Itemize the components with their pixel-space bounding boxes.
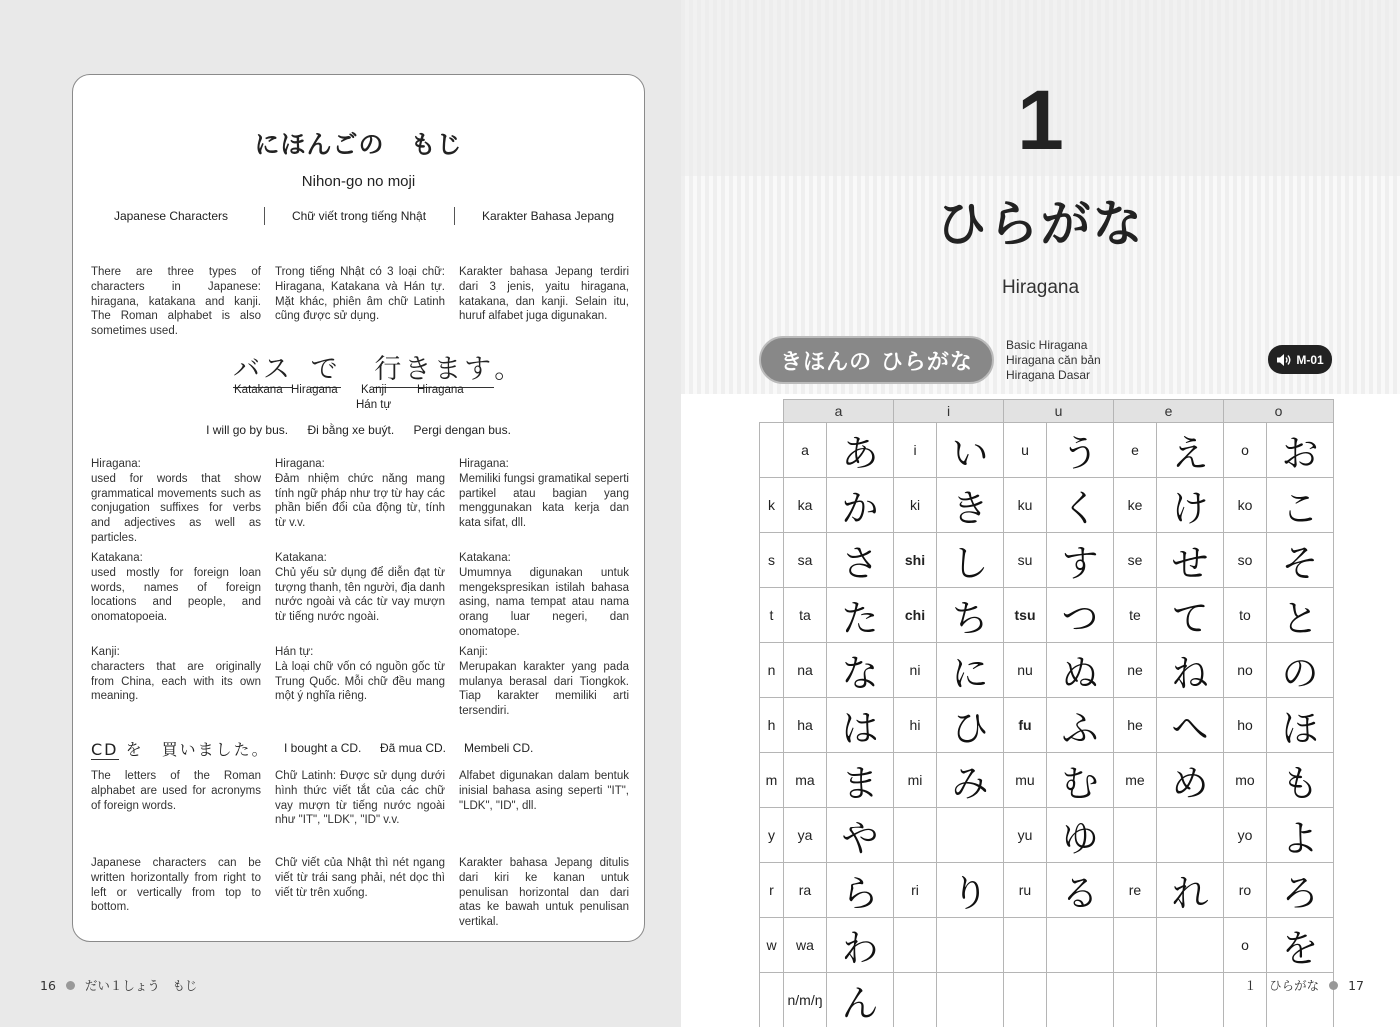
label-kanji: Kanji <box>361 384 387 396</box>
desc-body: Merupakan karakter yang pada mulanya berasal dari Tiongkok. Tiap karakter memiliki arti tersendiri. <box>459 660 629 718</box>
romaji-cell: o <box>1224 423 1267 478</box>
desc-head: Katakana: <box>275 552 327 564</box>
kana-cell: わ <box>827 918 894 973</box>
table-row <box>760 918 1334 973</box>
consonant-label: r <box>760 863 784 918</box>
romaji-cell <box>894 973 937 1027</box>
romaji-cell: ne <box>1114 643 1157 698</box>
romaji-cell: ha <box>784 698 827 753</box>
kana-cell: く <box>1047 478 1114 533</box>
desc-head: Kanji: <box>91 646 120 658</box>
vowel-header-i: i <box>894 400 1004 423</box>
table-row <box>760 753 1334 808</box>
hiragana-table <box>759 399 1334 1027</box>
divider <box>264 207 265 225</box>
romaji-cell: tsu <box>1004 588 1047 643</box>
kana-cell: い <box>937 423 1004 478</box>
cd-example-roman: CD <box>91 740 119 759</box>
kana-cell <box>937 918 1004 973</box>
kana-cell: む <box>1047 753 1114 808</box>
consonant-label <box>760 423 784 478</box>
vowel-header-u: u <box>1004 400 1114 423</box>
example-hiragana-ending: きます <box>404 347 494 388</box>
kana-cell: た <box>827 588 894 643</box>
cd-translation-english: I bought a CD. <box>284 741 362 755</box>
kana-cell: え <box>1157 423 1224 478</box>
desc-katakana-vi <box>275 551 445 625</box>
romaji-cell: su <box>1004 533 1047 588</box>
romaji-cell: u <box>1004 423 1047 478</box>
desc-head: Katakana: <box>91 552 143 564</box>
direction-note-vi: Chữ viết của Nhật thì nét ngang viết từ trái sang phải, nét dọc thì viết từ trên xuống. <box>275 857 445 899</box>
intro-indonesian: Karakter bahasa Jepang terdiri dari 3 jenis, yaitu hiragana, katakana, dan kanji. Selain itu, huruf alfabet juga digunakan. <box>459 266 629 323</box>
romaji-cell: n/m/ŋ <box>784 973 827 1027</box>
romaji-cell: ke <box>1114 478 1157 533</box>
kana-cell: と <box>1267 588 1334 643</box>
desc-head: Hiragana: <box>459 458 509 470</box>
example-translations <box>73 423 644 437</box>
label-katakana: Katakana <box>234 384 283 396</box>
table-row <box>760 863 1334 918</box>
roman-note-vi: Chữ Latinh: Được sử dụng dưới hình thức viết tắt của các chữ vay mượn từ tiếng nước ngoài như "IT", "LDK", "ID" v.v. <box>275 770 445 827</box>
intro-card <box>72 74 645 942</box>
kana-cell: る <box>1047 863 1114 918</box>
subhead-vietnamese: Chữ viết trong tiếng Nhật <box>291 209 427 223</box>
consonant-label: y <box>760 808 784 863</box>
desc-body: Chủ yếu sử dụng để diễn đạt từ tượng thanh, tên người, địa danh nước ngoài và các từ vay mượn từ tiếng nước ngoài. <box>275 566 445 624</box>
romaji-cell: mu <box>1004 753 1047 808</box>
consonant-label: n <box>760 643 784 698</box>
consonant-label: s <box>760 533 784 588</box>
kana-cell: ろ <box>1267 863 1334 918</box>
kana-cell <box>1157 973 1224 1027</box>
desc-body: Umumnya digunakan untuk mengekspresikan istilah bahasa asing, nama tempat atau nama orang luar negeri, dan onomatope. <box>459 566 629 638</box>
romaji-cell: ta <box>784 588 827 643</box>
romaji-cell: ho <box>1224 698 1267 753</box>
kana-cell <box>1047 973 1114 1027</box>
kana-cell: ぬ <box>1047 643 1114 698</box>
table-row <box>760 478 1334 533</box>
desc-body: Đảm nhiệm chức năng mang tính ngữ pháp như trợ từ hay các phần biến đổi của động từ, tính từ v.v. <box>275 472 446 530</box>
kana-cell: に <box>937 643 1004 698</box>
consonant-label: m <box>760 753 784 808</box>
chapter-title: ひらがな <box>936 195 1145 253</box>
romaji-cell <box>1004 918 1047 973</box>
kana-cell: す <box>1047 533 1114 588</box>
kana-cell: つ <box>1047 588 1114 643</box>
chapter-romaji: Hiragana <box>1001 277 1080 298</box>
label-hiragana: Hiragana <box>291 384 338 396</box>
desc-kanji-id <box>459 645 629 719</box>
kana-cell: こ <box>1267 478 1334 533</box>
romaji-cell: ma <box>784 753 827 808</box>
table-row <box>760 643 1334 698</box>
footer-chapter-left: だい１しょう もじ <box>84 978 198 993</box>
desc-kanji-vi <box>275 645 445 704</box>
kana-cell: う <box>1047 423 1114 478</box>
kana-cell: お <box>1267 423 1334 478</box>
consonant-label: h <box>760 698 784 753</box>
page-title: にほんごの もじ <box>254 130 463 159</box>
romaji-cell <box>1114 973 1157 1027</box>
kana-cell: ね <box>1157 643 1224 698</box>
romaji-cell: o <box>1224 918 1267 973</box>
intro-english: There are three types of characters in Japanese: hiragana, katakana and kanji. The Roman alphabet is also sometimes used. <box>91 266 261 338</box>
romaji-cell: hi <box>894 698 937 753</box>
section-sub-vietnamese: Hiragana căn bản <box>1006 353 1101 367</box>
romaji-cell: te <box>1114 588 1157 643</box>
romaji-cell: na <box>784 643 827 698</box>
kana-cell: せ <box>1157 533 1224 588</box>
cd-example-rest: を 買いました。 <box>125 740 270 759</box>
label-hiragana-2: Hiragana <box>417 384 464 396</box>
romaji-cell: no <box>1224 643 1267 698</box>
kana-cell: め <box>1157 753 1224 808</box>
footer-left <box>40 976 197 994</box>
romaji-cell: ro <box>1224 863 1267 918</box>
table-row <box>760 533 1334 588</box>
audio-track-button[interactable] <box>1268 345 1332 374</box>
kana-cell: か <box>827 478 894 533</box>
kana-cell: り <box>937 863 1004 918</box>
kana-cell: も <box>1267 753 1334 808</box>
romaji-cell: ya <box>784 808 827 863</box>
romaji-cell: ki <box>894 478 937 533</box>
example-period: 。 <box>494 354 525 385</box>
kana-cell: そ <box>1267 533 1334 588</box>
bullet-dot-icon <box>66 981 75 990</box>
romaji-cell: he <box>1114 698 1157 753</box>
desc-kanji-en <box>91 645 261 704</box>
desc-body: used mostly for foreign loan words, names of foreign locations and people, and onomatopoeia. <box>91 566 261 624</box>
kana-cell: さ <box>827 533 894 588</box>
bullet-dot-icon <box>1329 981 1338 990</box>
romaji-cell <box>894 808 937 863</box>
table-row <box>760 808 1334 863</box>
example-katakana: バス <box>233 347 293 388</box>
kana-cell: て <box>1157 588 1224 643</box>
consonant-label: k <box>760 478 784 533</box>
audio-track-label: M-01 <box>1296 352 1324 367</box>
romaji-cell: se <box>1114 533 1157 588</box>
romaji-cell: yo <box>1224 808 1267 863</box>
roman-note-id: Alfabet digunakan dalam bentuk inisial bahasa asing seperti "IT", "LDK", "ID", dll. <box>459 770 629 812</box>
kana-cell: ほ <box>1267 698 1334 753</box>
page-number-right: 17 <box>1348 977 1364 993</box>
table-corner <box>760 400 784 423</box>
page-number-left: 16 <box>40 977 56 993</box>
translation-vietnamese: Đi bằng xe buýt. <box>307 423 395 437</box>
table-row <box>760 698 1334 753</box>
cd-translation-vietnamese: Đã mua CD. <box>380 741 447 755</box>
romaji-cell <box>1114 808 1157 863</box>
footer-chapter-right: １ ひらがな <box>1244 978 1320 993</box>
romaji-cell: nu <box>1004 643 1047 698</box>
romaji-cell: a <box>784 423 827 478</box>
romaji-cell: i <box>894 423 937 478</box>
kana-cell: ん <box>827 973 894 1027</box>
direction-note-id: Karakter bahasa Jepang ditulis dari kiri ke kanan untuk penulisan horizontal dan dari atas ke bawah untuk penulisan vertikal. <box>459 857 629 929</box>
translation-indonesian: Pergi dengan bus. <box>413 423 511 437</box>
cd-example-sentence <box>91 737 270 760</box>
romaji-cell: ka <box>784 478 827 533</box>
romaji-cell: mo <box>1224 753 1267 808</box>
desc-head: Katakana: <box>459 552 511 564</box>
kana-cell: ゆ <box>1047 808 1114 863</box>
section-subtitle <box>1006 338 1101 383</box>
romaji-cell <box>1114 918 1157 973</box>
desc-hiragana-vi <box>275 457 445 531</box>
desc-body: Là loại chữ vốn có nguồn gốc từ Trung Quốc. Mỗi chữ đều mang một ý nghĩa riêng. <box>275 660 445 703</box>
kana-cell: ひ <box>937 698 1004 753</box>
kana-cell: ら <box>827 863 894 918</box>
desc-body: characters that are originally from China, each with its own meaning. <box>91 660 261 703</box>
romaji-cell: wa <box>784 918 827 973</box>
kana-cell <box>1157 808 1224 863</box>
romaji-cell: chi <box>894 588 937 643</box>
direction-note-en: Japanese characters can be written horizontally from right to left or vertically from top to bottom. <box>91 857 261 914</box>
kana-cell: あ <box>827 423 894 478</box>
example-kanji: 行 <box>374 347 404 388</box>
romaji-cell: so <box>1224 533 1267 588</box>
romaji-cell: ku <box>1004 478 1047 533</box>
consonant-label <box>760 973 784 1027</box>
romaji-cell: ri <box>894 863 937 918</box>
desc-head: Hiragana: <box>275 458 325 470</box>
romaji-cell: ru <box>1004 863 1047 918</box>
subhead-english: Japanese Characters <box>113 209 229 223</box>
desc-hiragana-id <box>459 457 629 531</box>
table-row <box>760 588 1334 643</box>
roman-note-en: The letters of the Roman alphabet are used for acronyms of foreign words. <box>91 770 261 812</box>
kana-cell: を <box>1267 918 1334 973</box>
romaji-cell: re <box>1114 863 1157 918</box>
kana-cell: ち <box>937 588 1004 643</box>
romaji-cell: ko <box>1224 478 1267 533</box>
romaji-cell: shi <box>894 533 937 588</box>
table-row <box>760 423 1334 478</box>
kana-cell: き <box>937 478 1004 533</box>
kana-cell: は <box>827 698 894 753</box>
romaji-cell: ni <box>894 643 937 698</box>
kana-cell <box>1047 918 1114 973</box>
section-sub-english: Basic Hiragana <box>1006 338 1088 352</box>
kana-cell: み <box>937 753 1004 808</box>
kana-cell: の <box>1267 643 1334 698</box>
kana-cell: れ <box>1157 863 1224 918</box>
page-title-romaji: Nihon-go no moji <box>301 173 416 190</box>
kana-cell: ま <box>827 753 894 808</box>
desc-katakana-en <box>91 551 261 625</box>
kana-cell: よ <box>1267 808 1334 863</box>
kana-cell: し <box>937 533 1004 588</box>
footer-right <box>1244 976 1364 994</box>
romaji-cell: to <box>1224 588 1267 643</box>
romaji-cell: ra <box>784 863 827 918</box>
kana-cell: け <box>1157 478 1224 533</box>
desc-katakana-id <box>459 551 629 640</box>
romaji-cell: e <box>1114 423 1157 478</box>
kana-cell: ふ <box>1047 698 1114 753</box>
romaji-cell: fu <box>1004 698 1047 753</box>
romaji-cell: yu <box>1004 808 1047 863</box>
desc-body: used for words that show grammatical movements such as conjugation suffixes for verbs and adjectives as well as particles. <box>91 472 261 544</box>
desc-head: Hán tự: <box>275 646 314 658</box>
romaji-cell: sa <box>784 533 827 588</box>
subhead-indonesian: Karakter Bahasa Jepang <box>481 209 615 223</box>
romaji-cell: mi <box>894 753 937 808</box>
example-hiragana-particle: で <box>311 347 341 388</box>
chapter-number: 1 <box>1017 73 1064 167</box>
translation-english: I will go by bus. <box>206 423 289 437</box>
consonant-label: w <box>760 918 784 973</box>
label-han-tu: Hán tự <box>356 399 392 411</box>
vowel-header-e: e <box>1114 400 1224 423</box>
cd-translation-indonesian: Membeli CD. <box>464 741 534 755</box>
kana-cell: な <box>827 643 894 698</box>
speaker-icon <box>1276 353 1292 367</box>
kana-cell <box>937 808 1004 863</box>
kana-cell <box>937 973 1004 1027</box>
left-page <box>0 0 681 1027</box>
desc-head: Kanji: <box>459 646 488 658</box>
section-sub-indonesian: Hiragana Dasar <box>1006 368 1091 382</box>
intro-vietnamese: Trong tiếng Nhật có 3 loại chữ: Hiragana, Katakana và Hán tự. Mặt khác, phiên âm chữ Latinh cũng được sử dụng. <box>275 266 445 323</box>
divider <box>454 207 455 225</box>
kana-cell <box>1157 918 1224 973</box>
kana-cell: へ <box>1157 698 1224 753</box>
desc-body: Memiliki fungsi gramatikal seperti partikel atau bagian yang menggunakan kata kerja dan kata sifat, dll. <box>459 472 629 530</box>
desc-head: Hiragana: <box>91 458 141 470</box>
example-sentence <box>233 347 524 388</box>
vowel-header-o: o <box>1224 400 1334 423</box>
kana-cell: や <box>827 808 894 863</box>
romaji-cell: me <box>1114 753 1157 808</box>
desc-hiragana-en <box>91 457 261 546</box>
consonant-label: t <box>760 588 784 643</box>
romaji-cell <box>1004 973 1047 1027</box>
section-label: きほんの ひらがな <box>759 336 994 384</box>
romaji-cell <box>894 918 937 973</box>
right-page <box>681 0 1400 1027</box>
vowel-header-a: a <box>784 400 894 423</box>
